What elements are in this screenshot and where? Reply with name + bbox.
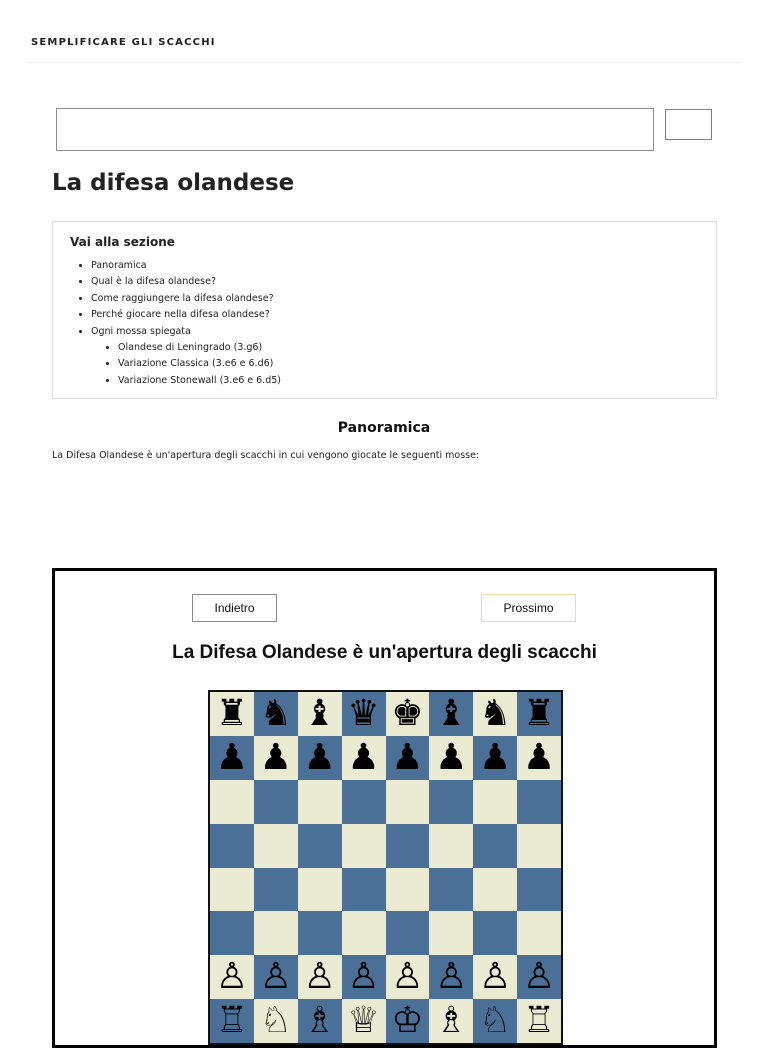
square-e1[interactable] (386, 999, 430, 1043)
square-h8[interactable] (517, 692, 561, 736)
chess-piece: ♙ (391, 956, 424, 998)
square-e2[interactable] (386, 955, 430, 999)
chess-piece: ♙ (215, 956, 249, 998)
toc-subitem-leningrado (118, 340, 281, 356)
toc-item-perche-giocare (91, 307, 281, 323)
square-a8[interactable] (210, 692, 254, 736)
toc-subitem-stonewall (118, 373, 281, 389)
square-a2[interactable] (210, 955, 254, 999)
chess-piece: ♜ (522, 692, 556, 734)
square-f5[interactable] (429, 824, 473, 868)
toc-link[interactable]: Variazione Classica (3.e6 e 6.d6) (118, 358, 274, 370)
chess-piece: ♗ (303, 1000, 336, 1042)
square-f6[interactable] (429, 780, 473, 824)
toc-link[interactable]: Panoramica (91, 260, 147, 271)
chess-piece: ♟ (391, 736, 424, 778)
square-d4[interactable] (342, 868, 386, 912)
square-b5[interactable] (254, 824, 298, 868)
table-of-contents (52, 221, 717, 399)
chess-piece: ♟ (303, 736, 336, 778)
square-b6[interactable] (254, 780, 298, 824)
square-c5[interactable] (298, 824, 342, 868)
square-d8[interactable] (342, 692, 386, 736)
chess-piece: ♔ (391, 1000, 424, 1042)
chess-piece: ♜ (215, 692, 249, 734)
square-h5[interactable] (517, 824, 561, 868)
toc-link[interactable]: Variazione Stonewall (3.e6 e 6.d5) (118, 374, 281, 386)
search-input[interactable] (56, 108, 654, 151)
square-f3[interactable] (429, 911, 473, 955)
square-h2[interactable] (517, 955, 561, 999)
square-d6[interactable] (342, 780, 386, 824)
chess-viewer (52, 568, 717, 1048)
site-title[interactable]: SEMPLIFICARE GLI SCACCHI (31, 37, 216, 48)
chess-piece: ♟ (522, 736, 556, 778)
chess-piece: ♚ (391, 692, 424, 734)
square-b7[interactable] (254, 736, 298, 780)
intro-paragraph: La Difesa Olandese è un'apertura degli scacchi in cui vengono giocate le seguenti mosse: (52, 450, 480, 461)
search-button[interactable] (665, 109, 712, 140)
square-b4[interactable] (254, 868, 298, 912)
square-c7[interactable] (298, 736, 342, 780)
square-e6[interactable] (386, 780, 430, 824)
square-e5[interactable] (386, 824, 430, 868)
square-a7[interactable] (210, 736, 254, 780)
chess-piece: ♘ (259, 1000, 292, 1042)
toc-list (91, 258, 281, 389)
square-g1[interactable] (473, 999, 517, 1043)
page-title: La difesa olandese (52, 170, 295, 196)
square-b8[interactable] (254, 692, 298, 736)
chess-piece: ♖ (215, 1000, 249, 1042)
square-d2[interactable] (342, 955, 386, 999)
square-f8[interactable] (429, 692, 473, 736)
square-e8[interactable] (386, 692, 430, 736)
move-caption: La Difesa Olandese è un'apertura degli scacchi (172, 642, 597, 663)
toc-item-come-raggiungere (91, 291, 281, 307)
square-g7[interactable] (473, 736, 517, 780)
square-c4[interactable] (298, 868, 342, 912)
square-h6[interactable] (517, 780, 561, 824)
chess-piece: ♞ (259, 692, 292, 734)
square-f4[interactable] (429, 868, 473, 912)
chess-piece: ♘ (479, 1000, 512, 1042)
square-d3[interactable] (342, 911, 386, 955)
section-heading: Panoramica (337, 420, 431, 436)
square-e3[interactable] (386, 911, 430, 955)
square-f7[interactable] (429, 736, 473, 780)
square-h7[interactable] (517, 736, 561, 780)
square-a5[interactable] (210, 824, 254, 868)
square-b2[interactable] (254, 955, 298, 999)
square-c1[interactable] (298, 999, 342, 1043)
square-g2[interactable] (473, 955, 517, 999)
square-h3[interactable] (517, 911, 561, 955)
square-g5[interactable] (473, 824, 517, 868)
chess-piece: ♖ (522, 1000, 556, 1042)
toc-title: Vai alla sezione (70, 235, 175, 249)
square-a6[interactable] (210, 780, 254, 824)
square-e4[interactable] (386, 868, 430, 912)
chess-piece: ♝ (435, 692, 468, 734)
chess-piece: ♟ (435, 736, 468, 778)
toc-link[interactable]: Ogni mossa spiegata (91, 325, 191, 337)
toc-sublist (91, 340, 281, 389)
square-b3[interactable] (254, 911, 298, 955)
chess-piece: ♙ (347, 956, 380, 998)
toc-item-qual-e (91, 274, 281, 290)
square-d5[interactable] (342, 824, 386, 868)
chess-piece: ♙ (435, 956, 468, 998)
chess-piece: ♟ (479, 736, 512, 778)
square-b1[interactable] (254, 999, 298, 1043)
square-g3[interactable] (473, 911, 517, 955)
square-c2[interactable] (298, 955, 342, 999)
square-f1[interactable] (429, 999, 473, 1043)
square-g4[interactable] (473, 868, 517, 912)
back-button[interactable]: Indietro (192, 594, 277, 622)
toc-link[interactable]: Qual è la difesa olandese? (91, 276, 216, 288)
square-f2[interactable] (429, 955, 473, 999)
toc-link[interactable]: Perché giocare nella difesa olandese? (91, 309, 270, 321)
square-g6[interactable] (473, 780, 517, 824)
toc-item-ogni-mossa (91, 324, 281, 390)
chess-piece: ♝ (303, 692, 336, 734)
chess-piece: ♙ (259, 956, 292, 998)
square-c6[interactable] (298, 780, 342, 824)
chess-piece: ♞ (479, 692, 512, 734)
chessboard (208, 690, 563, 1045)
toc-subitem-classica (118, 356, 281, 372)
chess-piece: ♗ (435, 1000, 468, 1042)
square-c8[interactable] (298, 692, 342, 736)
square-c3[interactable] (298, 911, 342, 955)
square-g8[interactable] (473, 692, 517, 736)
chess-piece: ♙ (303, 956, 336, 998)
square-h4[interactable] (517, 868, 561, 912)
chess-piece: ♕ (347, 1000, 380, 1042)
toc-link[interactable]: Come raggiungere la difesa olandese? (91, 292, 274, 304)
square-a1[interactable] (210, 999, 254, 1043)
chess-piece: ♟ (347, 736, 380, 778)
chess-piece: ♙ (522, 956, 556, 998)
chess-piece: ♟ (259, 736, 292, 778)
square-e7[interactable] (386, 736, 430, 780)
toc-link[interactable]: Olandese di Leningrado (3.g6) (118, 342, 263, 354)
square-d7[interactable] (342, 736, 386, 780)
square-a3[interactable] (210, 911, 254, 955)
chess-piece: ♟ (215, 736, 249, 778)
chess-piece: ♙ (479, 956, 512, 998)
square-a4[interactable] (210, 868, 254, 912)
square-d1[interactable] (342, 999, 386, 1043)
toc-item-panoramica (91, 258, 281, 274)
next-button[interactable]: Prossimo (481, 594, 576, 622)
square-h1[interactable] (517, 999, 561, 1043)
site-header (26, 0, 742, 63)
chess-piece: ♛ (347, 692, 380, 734)
